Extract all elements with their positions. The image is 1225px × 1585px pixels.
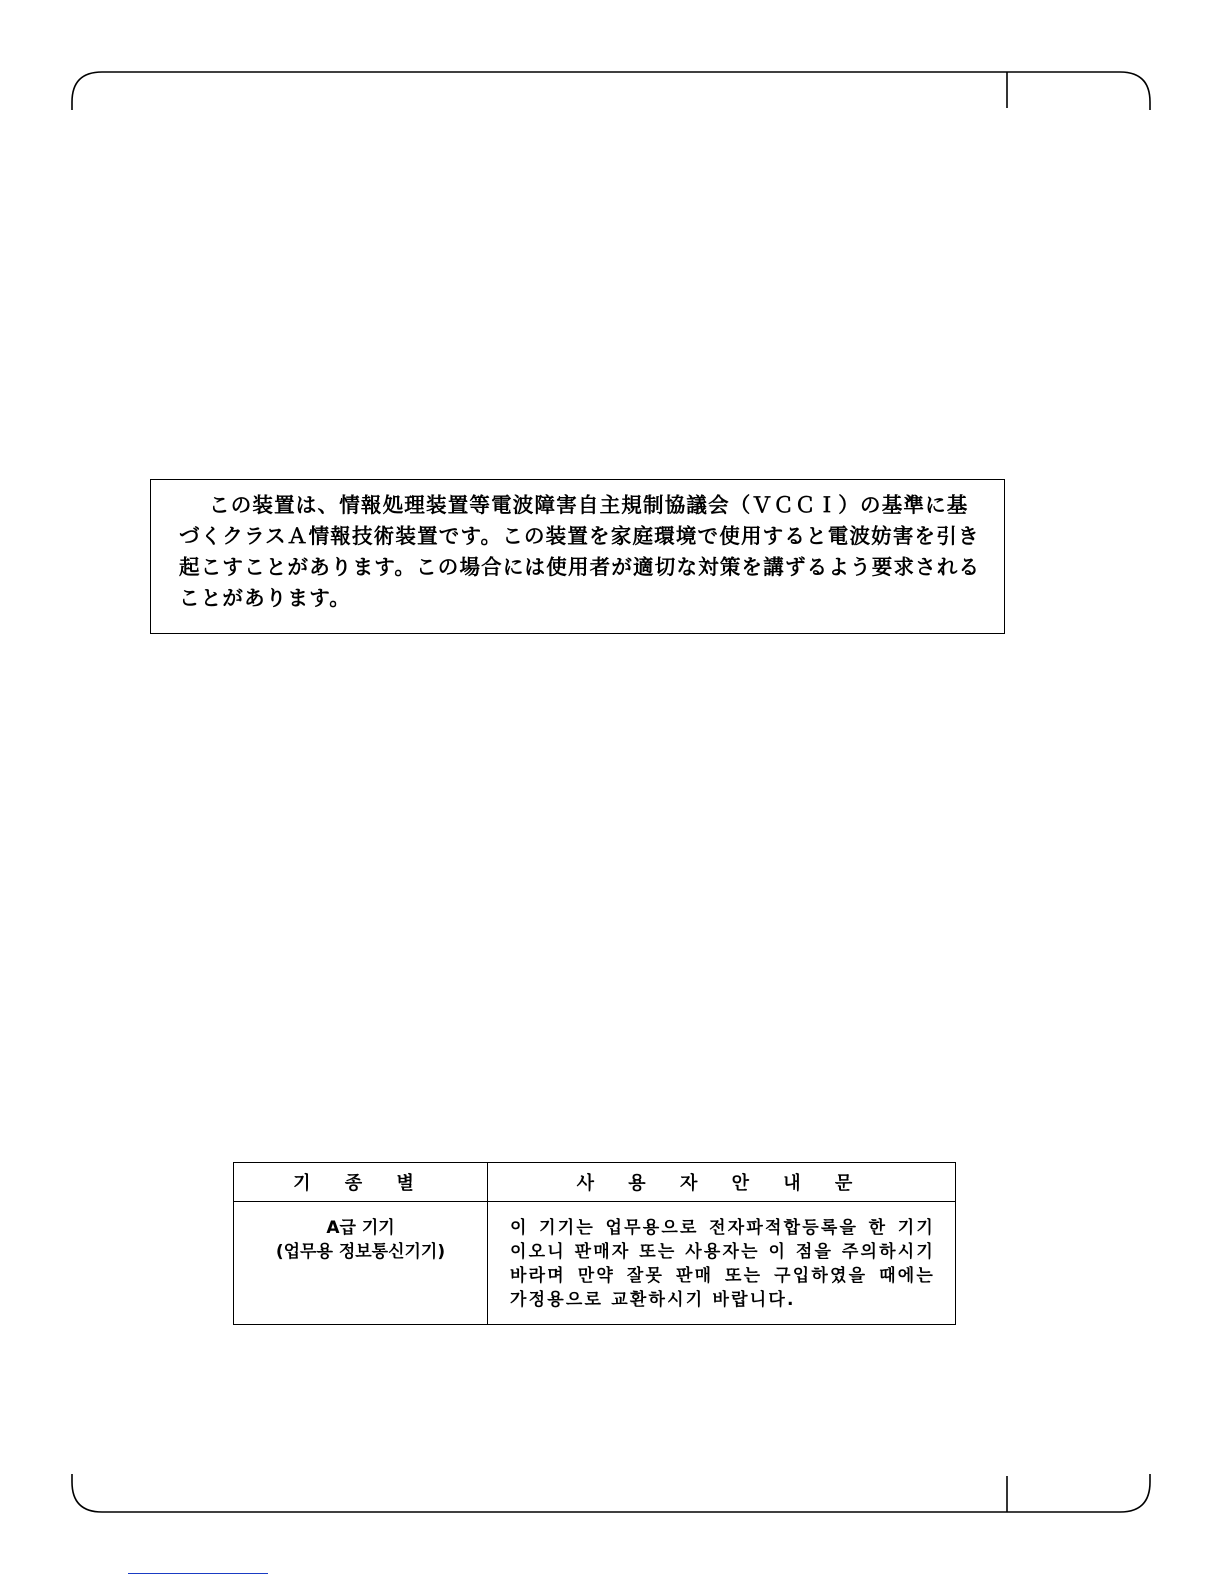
kcc-device-class-cell (234, 1202, 488, 1325)
kcc-notice-table (233, 1162, 956, 1325)
kcc-class-description: (업무용 정보통신기기) (275, 1242, 446, 1262)
kcc-table-row (234, 1202, 956, 1325)
vcci-notice-box (150, 479, 1005, 634)
page-frame-bottom (72, 1474, 1150, 1512)
kcc-header-device-class: 기 종 별 (234, 1163, 488, 1202)
kcc-user-notice-text: 이 기기는 업무용으로 전자파적합등록을 한 기기이오니 판매자 또는 사용자는 이 점을 주의하시기 바라며 만약 잘못 판매 또는 구입하였을 때에는 가정용으로 교환하시기 바랍니다. (488, 1202, 956, 1325)
kcc-class-label: A급 기기 (326, 1218, 395, 1238)
kcc-header-user-notice: 사 용 자 안 내 문 (488, 1163, 956, 1202)
vcci-notice-text: この装置は、情報処理装置等電波障害自主規制協議会（ＶＣＣＩ）の基準に基づくクラスＡ情報技術装置です。この装置を家庭環境で使用すると電波妨害を引き起こすことがあります。この場合には使用者が適切な対策を講ずるよう要求されることがあります。 (179, 493, 981, 610)
kcc-table-header-row (234, 1163, 956, 1202)
page-frame-top (72, 72, 1150, 110)
footer-link-underline (128, 1573, 268, 1574)
